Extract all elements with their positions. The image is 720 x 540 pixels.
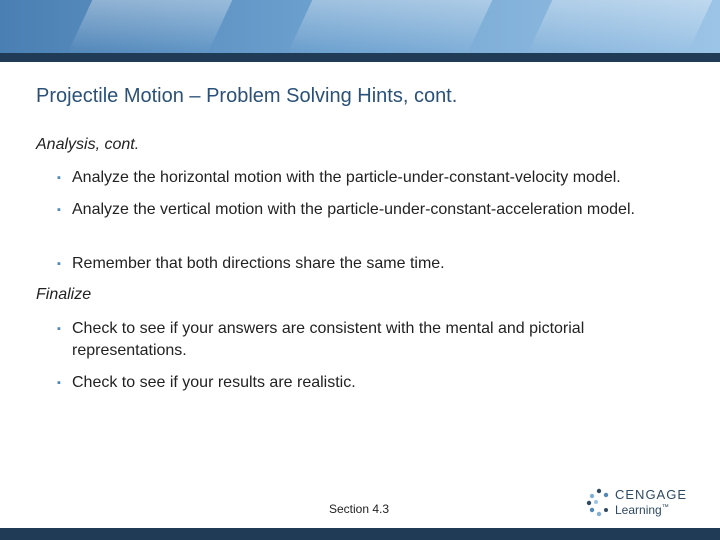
- bullet-text: Analyze the vertical motion with the particle-under-constant-acceleration model.: [72, 201, 635, 218]
- bullet-item: [57, 167, 697, 189]
- bullet-text: Analyze the horizontal motion with the particle-under-constant-velocity model.: [72, 169, 621, 186]
- slide-title: Projectile Motion – Problem Solving Hints, cont.: [36, 85, 458, 107]
- cengage-dots-icon: [586, 488, 612, 518]
- bullet-item: [57, 318, 697, 362]
- banner-facet: [288, 0, 493, 53]
- section-heading-analysis: Analysis, cont.: [36, 136, 140, 153]
- section-heading-finalize: Finalize: [36, 286, 92, 303]
- logo-learning-text: Learning™: [615, 503, 669, 517]
- bullet-text: Check to see if your answers are consistent with the mental and pictorial representations.: [72, 320, 585, 359]
- square-bullet-icon: ▪: [57, 204, 61, 216]
- bullet-item: [57, 199, 697, 221]
- square-bullet-icon: ▪: [57, 377, 61, 389]
- square-bullet-icon: ▪: [57, 323, 61, 335]
- bullet-item: [57, 253, 697, 275]
- footer-section-label: Section 4.3: [329, 502, 390, 516]
- top-divider-bar: [0, 53, 720, 62]
- logo-brand-text: CENGAGE: [615, 487, 688, 502]
- cengage-logo: [586, 486, 690, 520]
- bullet-text: Remember that both directions share the same time.: [72, 255, 445, 272]
- square-bullet-icon: ▪: [57, 258, 61, 270]
- bottom-bar: [0, 528, 720, 540]
- banner-facet: [68, 0, 233, 53]
- top-banner: [0, 0, 720, 53]
- square-bullet-icon: ▪: [57, 172, 61, 184]
- bullet-text: Check to see if your results are realistic.: [72, 374, 356, 391]
- bullet-item: [57, 372, 697, 394]
- banner-facet: [528, 0, 713, 53]
